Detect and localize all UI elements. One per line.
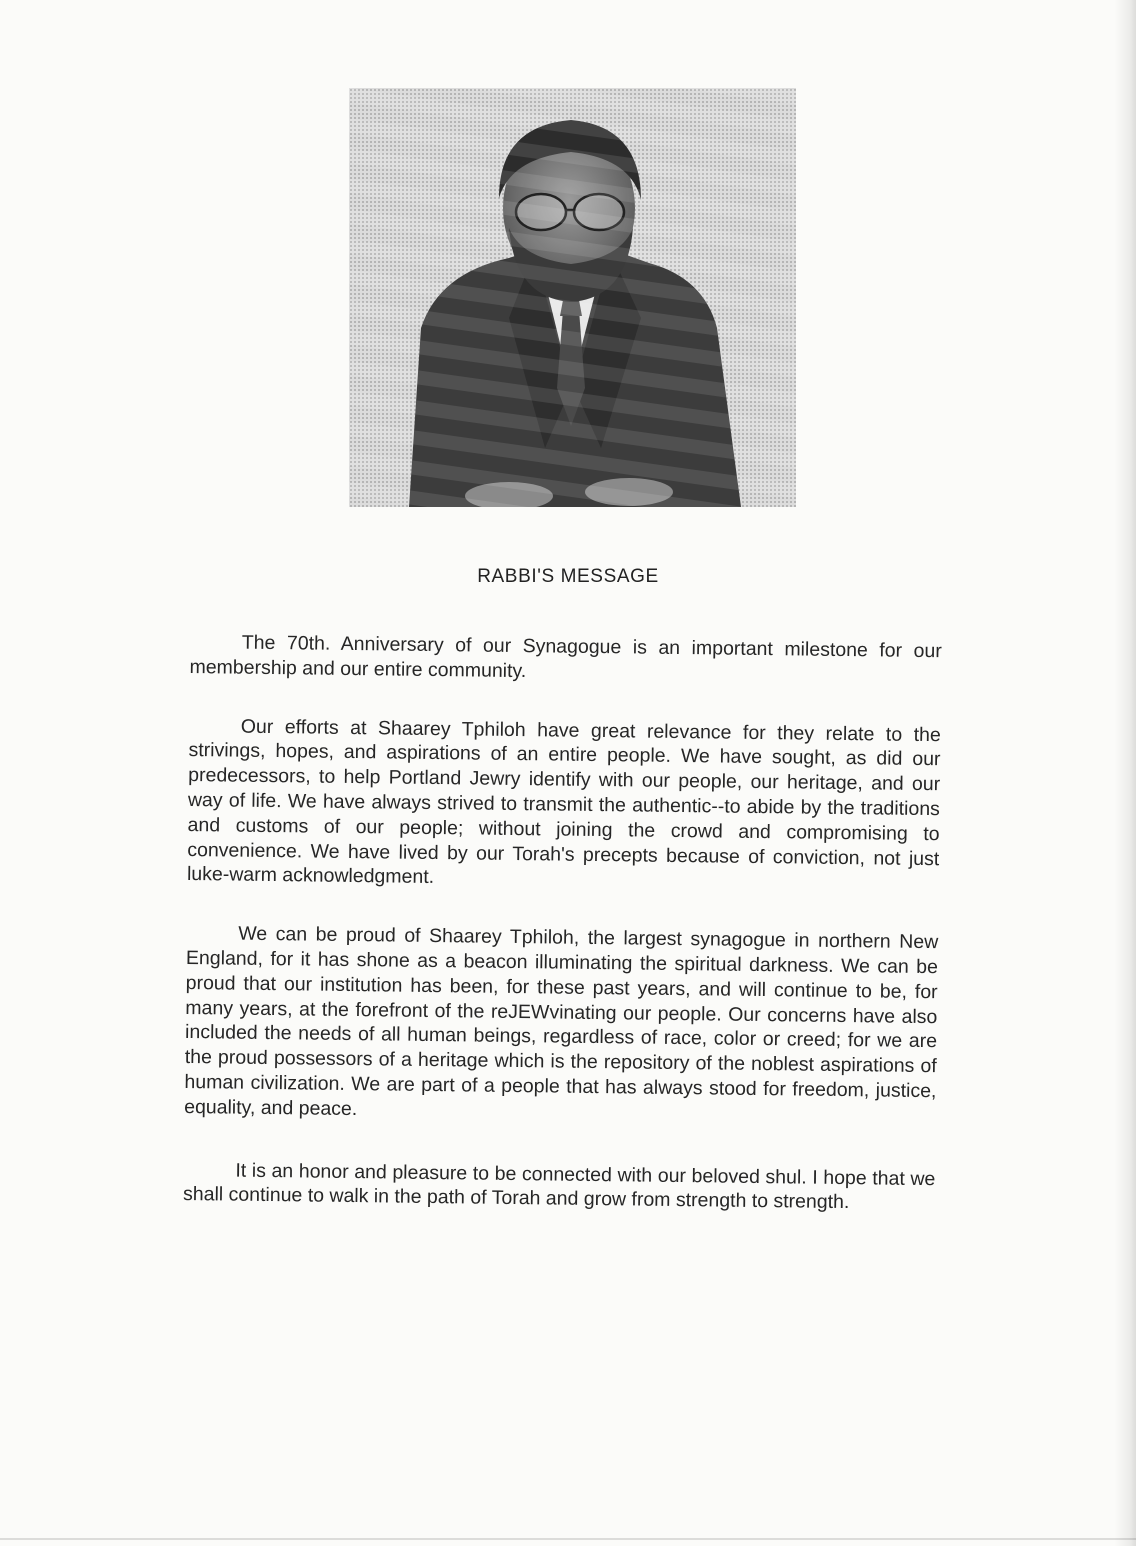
- paragraph-2: Our efforts at Shaarey Tphiloh have great relevance for they relate to the strivings, hopes, and aspirations of an entire people. We have sought, as did our predecessors, to help Portland Jewry identify with our people, our heritage, and our way of life. We have always strived to transmit the authentic--to abide by the traditions and customs of our people; without joining the crowd and compromising to convenience. We have lived by our Torah's precepts because of conviction, not just luke-warm acknowledgment.: [186, 715, 941, 889]
- page-title: RABBI'S MESSAGE: [477, 566, 659, 587]
- rabbi-portrait-photo: [349, 88, 796, 507]
- paragraph-1: The 70th. Anniversary of our Synagogue is an important milestone for our membership and our entire community.: [189, 631, 942, 682]
- page-bottom-edge: [0, 1538, 1136, 1540]
- paragraph-4: It is an honor and pleasure to be connected with our beloved shul. I hope that we shall continue to walk in the path of Torah and grow from strength to strength.: [182, 1159, 936, 1214]
- paragraph-3: We can be proud of Shaarey Tphiloh, the largest synagogue in northern New England, for it has shone as a beacon illuminating the spiritual darkness. We can be proud that our institution has been, for these past years, and will continue to be, for many years, at the forefront of the reJEWvinating our people. Our concerns have also included the needs of all human beings, regardless of race, color or creed; for we are the proud possessors of a heritage which is the repository of the noblest aspirations of human civilization. We are part of a people that has always stood for freedom, justice, equality, and peace.: [184, 922, 939, 1120]
- portrait-photo-icon: [349, 88, 796, 507]
- page-edge-shadow: [1114, 0, 1136, 1546]
- message-body: [183, 630, 942, 1250]
